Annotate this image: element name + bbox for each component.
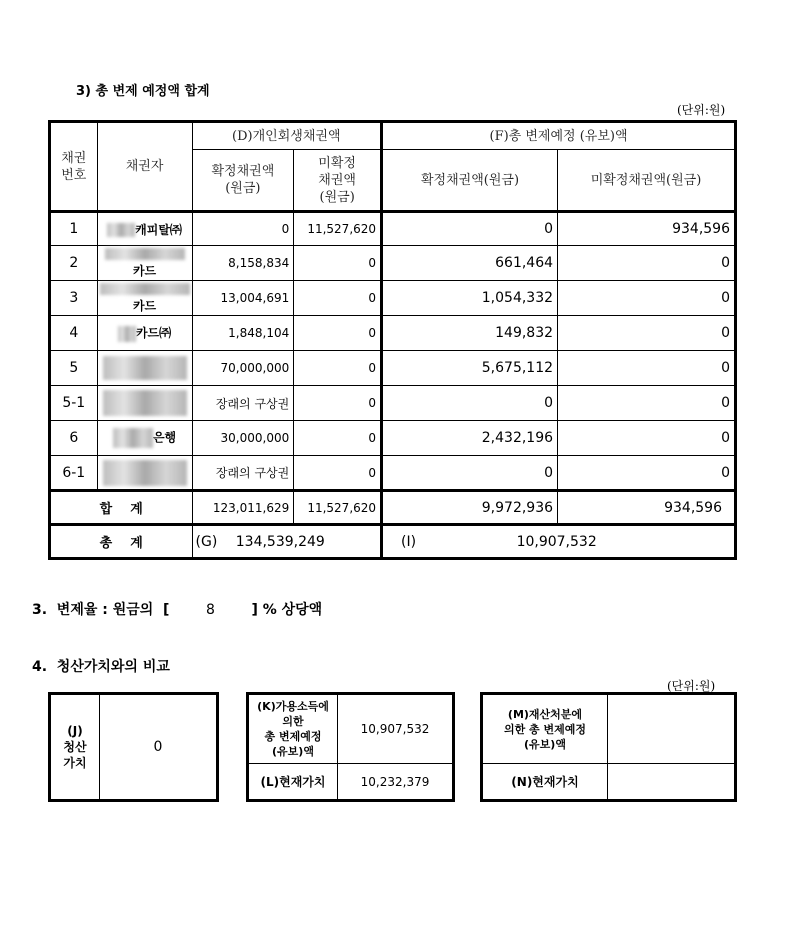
total-label: 총 계 [50, 525, 193, 559]
f-unconfirmed: 0 [558, 246, 736, 281]
repayment-total-table [48, 120, 737, 560]
creditor-name: 카드 [132, 263, 157, 278]
d-confirmed: 장래의 구상권 [192, 456, 294, 491]
f-unconfirmed: 0 [558, 386, 736, 421]
table-row [50, 281, 736, 316]
d-confirmed: 1,848,104 [192, 316, 294, 351]
f-unconfirmed: 934,596 [558, 212, 736, 246]
row-number: 1 [50, 212, 98, 246]
total-row [50, 525, 736, 559]
j-label: (J) 청산 가치 [50, 694, 100, 801]
table-row [50, 212, 736, 246]
row-number: 5 [50, 351, 98, 386]
d-unconfirmed: 0 [294, 316, 382, 351]
repayment-rate-value: 8 [205, 602, 215, 618]
d-unconfirmed: 0 [294, 421, 382, 456]
f-unconfirmed: 0 [558, 456, 736, 491]
section-subtitle: 3) 총 변제 예정액 합계 [76, 84, 210, 99]
table-row [50, 246, 736, 281]
redacted-name [105, 248, 185, 260]
k-value: 10,907,532 [338, 694, 454, 764]
row-number: 4 [50, 316, 98, 351]
unit-label: (단위:원) [677, 103, 726, 117]
total-g-cell [192, 525, 382, 559]
header-d-group: (D)개인회생채권액 [192, 122, 382, 150]
d-confirmed: 8,158,834 [192, 246, 294, 281]
d-confirmed: 70,000,000 [192, 351, 294, 386]
creditor-cell [97, 386, 192, 421]
subtotal-f-unconfirmed: 934,596 [558, 491, 736, 525]
f-confirmed: 1,054,332 [382, 281, 558, 316]
m-label: (M)재산처분에 의한 총 변제예정 (유보)액 [482, 694, 608, 764]
n-value [608, 764, 736, 801]
section-4-title: 4. 청산가치와의 비교 [32, 659, 170, 675]
d-unconfirmed: 11,527,620 [294, 212, 382, 246]
f-confirmed: 0 [382, 386, 558, 421]
creditor-cell [97, 351, 192, 386]
creditor-cell [97, 456, 192, 491]
d-unconfirmed: 0 [294, 351, 382, 386]
unit-label-2: (단위:원) [667, 679, 716, 693]
creditor-cell [97, 421, 192, 456]
creditor-cell [97, 316, 192, 351]
f-confirmed: 661,464 [382, 246, 558, 281]
redacted-name [103, 460, 187, 486]
redacted-name [103, 390, 187, 416]
subtotal-d-confirmed: 123,011,629 [192, 491, 294, 525]
header-f-group: (F)총 변제예정 (유보)액 [382, 122, 736, 150]
f-unconfirmed: 0 [558, 351, 736, 386]
repayment-rate-suffix: ] % 상당액 [251, 602, 323, 618]
subtotal-row [50, 491, 736, 525]
n-label: (N)현재가치 [482, 764, 608, 801]
row-number: 2 [50, 246, 98, 281]
j-value: 0 [100, 694, 218, 801]
creditor-name: 카드 [132, 298, 157, 313]
total-g-label: (G) [195, 533, 218, 550]
table-row [50, 351, 736, 386]
total-i-cell [382, 525, 736, 559]
f-unconfirmed: 0 [558, 421, 736, 456]
subtotal-label: 합 계 [50, 491, 193, 525]
liquidation-value-box [48, 692, 219, 802]
d-unconfirmed: 0 [294, 281, 382, 316]
table-row [50, 456, 736, 491]
d-confirmed: 13,004,691 [192, 281, 294, 316]
header-f-confirmed: 확정채권액(원금) [382, 150, 558, 212]
f-confirmed: 0 [382, 456, 558, 491]
d-unconfirmed: 0 [294, 246, 382, 281]
redacted-name [107, 223, 135, 237]
header-creditor-number: 채권 번호 [50, 122, 98, 212]
creditor-cell [97, 281, 192, 316]
f-confirmed: 0 [382, 212, 558, 246]
f-confirmed: 2,432,196 [382, 421, 558, 456]
redacted-name [100, 283, 190, 295]
redacted-name [118, 326, 136, 342]
d-unconfirmed: 0 [294, 386, 382, 421]
table-row [50, 386, 736, 421]
income-repayment-box [246, 692, 455, 802]
header-creditor: 채권자 [97, 122, 192, 212]
header-f-unconfirmed: 미확정채권액(원금) [558, 150, 736, 212]
l-value: 10,232,379 [338, 764, 454, 801]
table-row [50, 421, 736, 456]
f-unconfirmed: 0 [558, 316, 736, 351]
row-number: 6-1 [50, 456, 98, 491]
row-number: 6 [50, 421, 98, 456]
creditor-cell [97, 246, 192, 281]
d-confirmed: 30,000,000 [192, 421, 294, 456]
m-value [608, 694, 736, 764]
row-number: 3 [50, 281, 98, 316]
creditor-name: 카드㈜ [135, 326, 172, 341]
total-g-value: 134,539,249 [235, 533, 325, 550]
creditor-name: 은행 [152, 430, 177, 445]
subtotal-d-unconfirmed: 11,527,620 [294, 491, 382, 525]
repayment-rate-line [32, 599, 322, 619]
l-label: (L)현재가치 [248, 764, 338, 801]
asset-disposal-box [480, 692, 737, 802]
redacted-name [103, 356, 187, 380]
redacted-name [113, 428, 153, 448]
k-label: (K)가용소득에 의한 총 변제예정 (유보)액 [248, 694, 338, 764]
total-i-value: 10,907,532 [516, 533, 597, 550]
subtotal-f-confirmed: 9,972,936 [382, 491, 558, 525]
repayment-rate-prefix: 3. 변제율 : 원금의 [ [32, 602, 170, 618]
table-row [50, 316, 736, 351]
d-confirmed: 0 [192, 212, 294, 246]
header-d-confirmed: 확정채권액 (원금) [192, 150, 294, 212]
creditor-cell [97, 212, 192, 246]
d-confirmed: 장래의 구상권 [192, 386, 294, 421]
d-unconfirmed: 0 [294, 456, 382, 491]
f-confirmed: 149,832 [382, 316, 558, 351]
creditor-name: 캐피탈㈜ [135, 222, 182, 237]
header-d-unconfirmed: 미확정 채권액 (원금) [294, 150, 382, 212]
f-confirmed: 5,675,112 [382, 351, 558, 386]
total-i-label: (I) [401, 533, 417, 550]
row-number: 5-1 [50, 386, 98, 421]
f-unconfirmed: 0 [558, 281, 736, 316]
